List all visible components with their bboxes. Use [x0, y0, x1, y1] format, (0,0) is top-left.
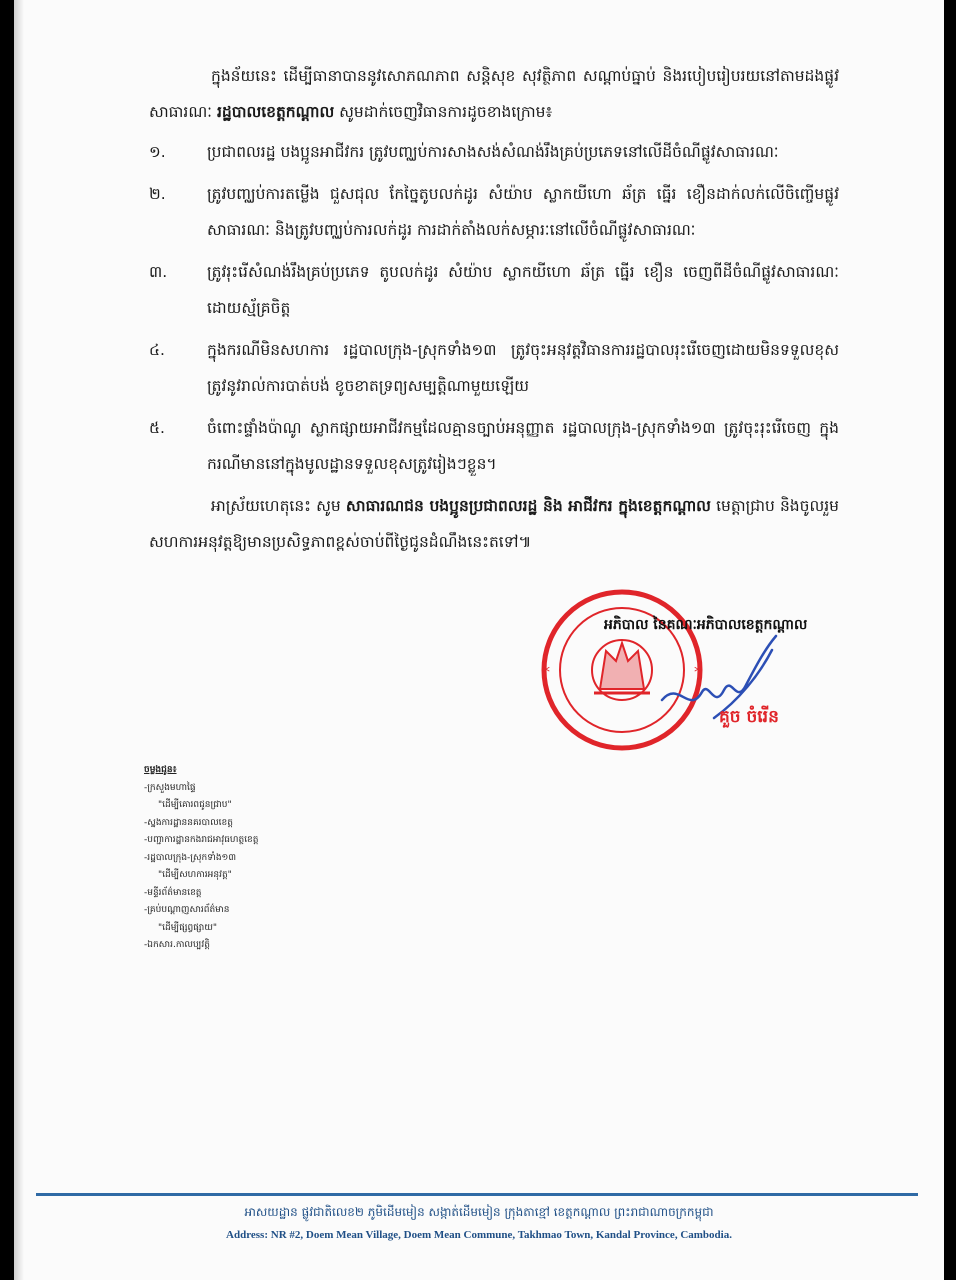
measure-item: [149, 176, 839, 248]
signatory-name: គួច ចំរើន: [719, 707, 779, 727]
intro-paragraph: [149, 58, 839, 130]
recipient-note: "ដើម្បីសហការអនុវត្ត": [158, 870, 232, 880]
closing-end-text: មេត្តាជ្រាប និងចូលរួមសហការអនុវត្តឱ្យមានប្រសិទ្ធភាពខ្ពស់ចាប់ពីថ្ងៃជូនដំណឹងនេះតទៅ៕: [149, 497, 839, 551]
recipient-item: -មន្ទីរព័ត៌មានខេត្ត: [144, 887, 202, 898]
footer-address-khmer: អាសយដ្ឋាន ផ្លូវជាតិលេខ២ ភូមិដើមមៀន សង្កាត់ដើមមៀន ក្រុងតាខ្មៅ ខេត្តកណ្តាល ព្រះរាជាណាចក្រកម្ពុជា: [244, 1205, 714, 1219]
measure-item: [149, 410, 839, 482]
intro-text: ក្នុងន័យនេះ ដើម្បីធានាបាននូវសោភណភាព សន្តិសុខ សុវត្ថិភាព សណ្តាប់ធ្នាប់ និងរបៀបរៀបរយនៅតាមដងផ្លូវសាធារណៈ: [149, 67, 839, 121]
measure-number: ៤.: [149, 341, 165, 359]
closing-paragraph: [149, 488, 839, 560]
recipient-note: "ដើម្បីគោរពជូនជ្រាប": [158, 800, 232, 810]
recipients-list: [144, 762, 394, 955]
measure-number: ៣.: [149, 263, 168, 281]
recipient-item: -ក្រសួងមហាផ្ទៃ: [144, 782, 196, 793]
footer-divider: [36, 1193, 918, 1196]
measure-text: ត្រូវបញ្ឈប់ការតម្លើង ជួសជុល កែច្នៃតូបលក់ដូរ សំយ៉ាប ស្លាកយីហោ ឆ័ត្រ ធ្នើរ ខឿនដាក់លក់លើចិញ្ចើមផ្លូវសាធារណៈ និងត្រូវបញ្ឈប់ការលក់ដូរ ការដាក់តាំងលក់សម្ភារៈនៅលើចំណីផ្លូវសាធារណៈ: [207, 185, 839, 239]
recipient-item: -រដ្ឋបាលក្រុង-ស្រុកទាំង១៣: [144, 852, 237, 863]
footer-address-english: Address: NR #2, Doem Mean Village, Doem Mean Commune, Takhmao Town, Kandal Province, Cambodia.: [226, 1229, 732, 1241]
recipient-item: -បញ្ជាការដ្ឋានកងរាជអាវុធហត្ថខេត្ត: [144, 835, 259, 845]
measure-item: [149, 254, 839, 326]
closing-audience: សាធារណជន បងប្អូនប្រជាពលរដ្ឋ និង អាជីវករ ក្នុងខេត្តកណ្តាល: [345, 497, 711, 515]
measure-text: ក្នុងករណីមិនសហការ រដ្ឋបាលក្រុង-ស្រុកទាំង១៣ ត្រូវចុះអនុវត្តវិធានការរដ្ឋបាលរុះរើចេញដោយមិនទទួលខុសត្រូវនូវរាល់ការបាត់បង់ ខូចខាតទ្រព្យសម្បត្តិណាមួយឡើយ: [207, 341, 839, 395]
measures-list: [149, 134, 839, 482]
page-edge-shadow: [14, 0, 24, 1280]
recipient-note: "ដើម្បីផ្សព្វផ្សាយ": [158, 922, 218, 933]
document-body: [149, 58, 839, 560]
measure-number: ១.: [149, 143, 166, 161]
recipient-item: -គ្រប់បណ្តាញសារព័ត៌មាន: [144, 905, 230, 915]
closing-text: អាស្រ័យហេតុនេះ សូម: [211, 497, 346, 515]
signatory-title: អភិបាល នៃគណៈអភិបាលខេត្តកណ្តាល: [604, 617, 808, 633]
measure-text: ចំពោះផ្ទាំងប៉ាណូ ស្លាកផ្សាយអាជីវកម្មដែលគ្មានច្បាប់អនុញ្ញាត រដ្ឋបាលក្រុង-ស្រុកទាំង១៣ ត្រូវចុះរុះរើចេញ ក្នុងករណីមាននៅក្នុងមូលដ្ឋានទទួលខុសត្រូវរៀងៗខ្លួន។: [207, 419, 839, 473]
recipients-heading: ចម្លងជូន៖: [144, 765, 177, 775]
svg-text:*: *: [542, 662, 550, 681]
intro-authority: រដ្ឋបាលខេត្តកណ្តាល: [216, 103, 335, 121]
recipient-item: -ឯកសារ.កាលប្បវត្តិ: [144, 940, 210, 950]
measure-number: ៥.: [149, 419, 165, 437]
measure-number: ២.: [149, 185, 166, 203]
intro-end-text: សូមដាក់ចេញវិធានការដូចខាងក្រោម៖: [334, 103, 553, 121]
measure-item: [149, 332, 839, 404]
svg-text:*: *: [694, 662, 702, 681]
measure-text: ត្រូវរុះរើសំណង់រឹងគ្រប់ប្រភេទ តូបលក់ដូរ សំយ៉ាប ស្លាកយីហោ ឆ័ត្រ ធ្នើរ ខឿន ចេញពីដីចំណីផ្លូវសាធារណៈ ដោយស្ម័គ្រចិត្ត: [207, 263, 839, 317]
document-page: [14, 0, 944, 1280]
recipient-item: -ស្នងការដ្ឋាននគរបាលខេត្ត: [144, 817, 233, 828]
measure-text: ប្រជាពលរដ្ឋ បងប្អូនអាជីវករ ត្រូវបញ្ឈប់ការសាងសង់សំណង់រឹងគ្រប់ប្រភេទនៅលើដីចំណីផ្លូវសាធារណៈ: [207, 143, 779, 161]
measure-item: [149, 134, 839, 170]
